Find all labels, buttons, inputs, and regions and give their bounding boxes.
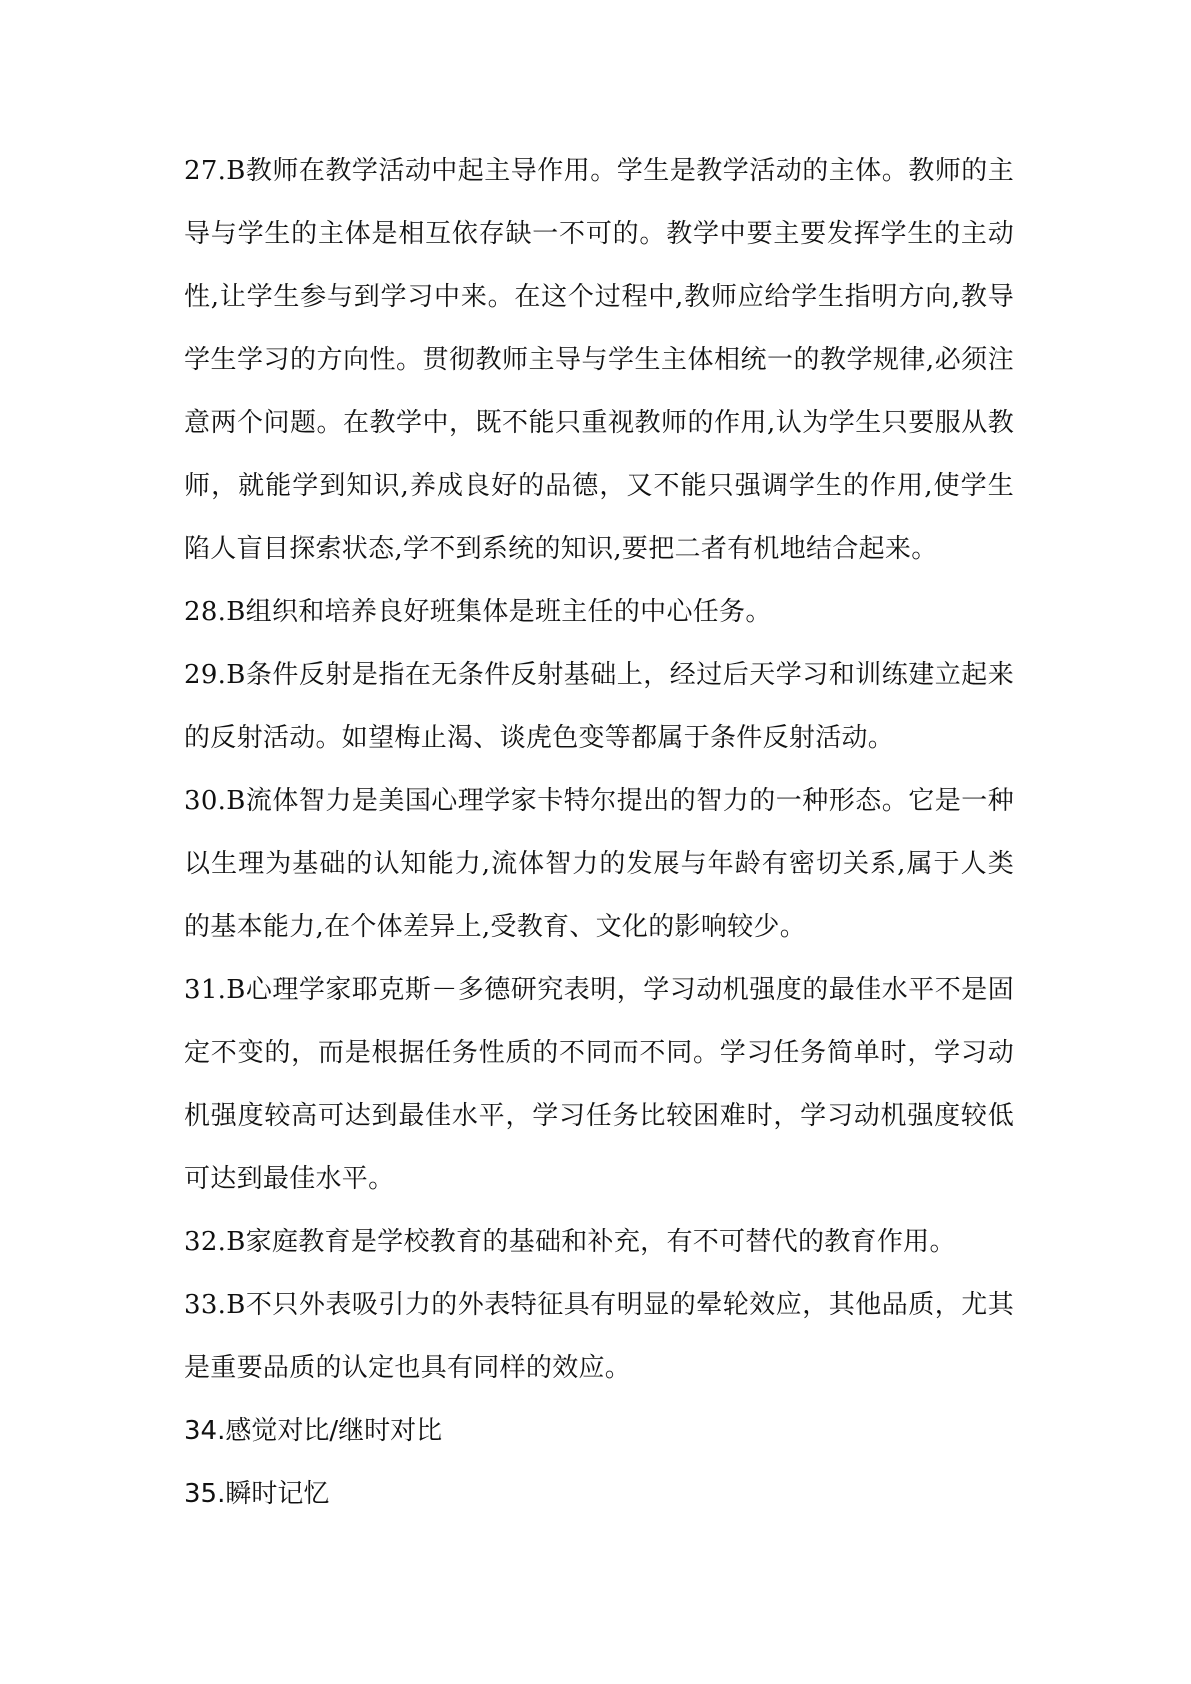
answer-29-paragraph: 29.B条件反射是指在无条件反射基础上，经过后天学习和训练建立起来的反射活动。如望梅止渴、谈虎色变等都属于条件反射活动。	[184, 660, 1014, 753]
answer-35-paragraph: 35.瞬时记忆	[184, 1479, 330, 1509]
answer-27-paragraph: 27.B教师在教学活动中起主导作用。学生是教学活动的主体。教师的主导与学生的主体是相互依存缺一不可的。教学中要主要发挥学生的主动性,让学生参与到学习中来。在这个过程中,教师应给学生指明方向,教导学生学习的方向性。贯彻教师主导与学生主体相统一的教学规律,必须注意两个问题。在教学中，既不能只重视教师的作用,认为学生只要服从教师，就能学到知识,养成良好的品德，又不能只强调学生的作用,使学生陷人盲目探索状态,学不到系统的知识,要把二者有机地结合起来。	[184, 156, 1014, 564]
answer-28-paragraph: 28.B组织和培养良好班集体是班主任的中心任务。	[184, 597, 772, 627]
answer-32-paragraph: 32.B家庭教育是学校教育的基础和补充，有不可替代的教育作用。	[184, 1227, 956, 1257]
answer-text-block	[184, 140, 1014, 1526]
answer-30-paragraph: 30.B流体智力是美国心理学家卡特尔提出的智力的一种形态。它是一种以生理为基础的认知能力,流体智力的发展与年龄有密切关系,属于人类的基本能力,在个体差异上,受教育、文化的影响较少。	[184, 786, 1014, 942]
answer-33-paragraph: 33.B不只外表吸引力的外表特征具有明显的晕轮效应，其他品质，尤其是重要品质的认定也具有同样的效应。	[184, 1290, 1014, 1383]
answer-34-paragraph: 34.感觉对比/继时对比	[184, 1416, 443, 1446]
answer-31-paragraph: 31.B心理学家耶克斯－多德研究表明，学习动机强度的最佳水平不是固定不变的，而是根据任务性质的不同而不同。学习任务简单时，学习动机强度较高可达到最佳水平，学习任务比较困难时，学习动机强度较低可达到最佳水平。	[184, 975, 1014, 1194]
